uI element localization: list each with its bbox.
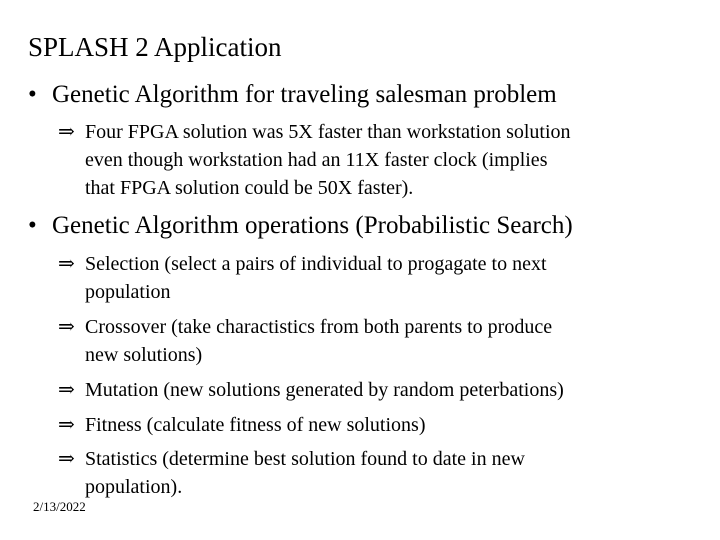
bullet-text: Genetic Algorithm operations (Probabilistic Search) xyxy=(52,212,573,239)
implies-arrow-icon: ⇒ xyxy=(58,448,75,470)
sub-bullet-crossover xyxy=(58,313,698,369)
sub-bullet-line-1: Mutation (new solutions generated by random peterbations) xyxy=(85,379,564,401)
sub-bullet-fitness xyxy=(58,411,698,439)
sub-bullet-line-1: Crossover (take charactistics from both parents to produce xyxy=(85,316,553,338)
implies-arrow-icon: ⇒ xyxy=(58,414,75,436)
implies-arrow-icon: ⇒ xyxy=(58,379,75,401)
bullet-dot-icon: • xyxy=(28,212,37,239)
sub-bullet-line-1: Selection (select a pairs of individual to progagate to next xyxy=(85,253,547,275)
bullet-text: Genetic Algorithm for traveling salesman problem xyxy=(52,81,557,108)
bullet-genetic-algorithm-tsp xyxy=(28,80,557,110)
slide-date: 2/13/2022 xyxy=(33,499,86,514)
bullet-genetic-algorithm-operations xyxy=(28,211,573,241)
implies-arrow-icon: ⇒ xyxy=(58,316,75,338)
sub-bullet-four-fpga xyxy=(58,118,698,202)
slide-title: SPLASH 2 Application xyxy=(28,32,282,62)
sub-bullet-line-1: Statistics (determine best solution found to date in new xyxy=(85,448,525,470)
sub-bullet-line-1: Fitness (calculate fitness of new solutions) xyxy=(85,414,426,436)
implies-arrow-icon: ⇒ xyxy=(58,253,75,275)
sub-bullet-selection xyxy=(58,250,698,306)
implies-arrow-icon: ⇒ xyxy=(58,121,75,143)
sub-bullet-line-2: new solutions) xyxy=(85,344,203,366)
sub-bullet-line-2: even though workstation had an 11X faster clock (implies xyxy=(85,149,548,171)
sub-bullet-line-3: that FPGA solution could be 50X faster). xyxy=(85,177,414,199)
sub-bullet-mutation xyxy=(58,376,698,404)
sub-bullet-line-2: population xyxy=(85,281,171,303)
sub-bullet-line-2: population). xyxy=(85,476,183,498)
sub-bullet-statistics xyxy=(58,445,698,501)
sub-bullet-line-1: Four FPGA solution was 5X faster than workstation solution xyxy=(85,121,571,143)
bullet-dot-icon: • xyxy=(28,81,37,108)
